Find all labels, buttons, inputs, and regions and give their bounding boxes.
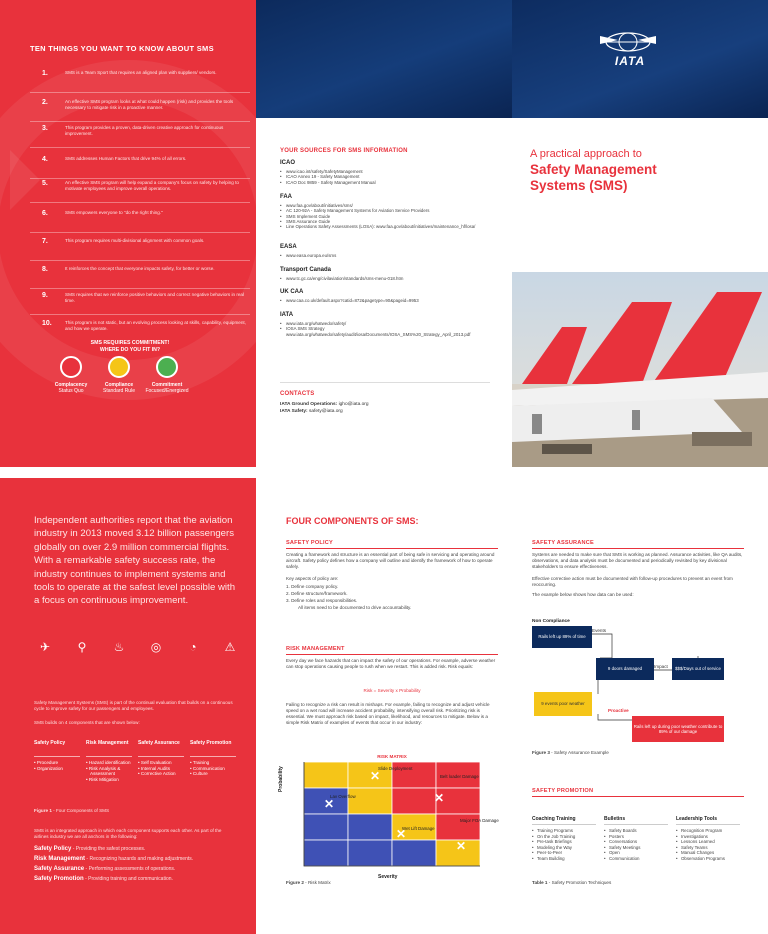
item-text: SMS requires that we reinforce positive behaviors and correct negative behaviors in real time. <box>65 292 244 303</box>
risk-label: Belt loader Damage <box>440 774 479 779</box>
promotion-column-title: Bulletins <box>604 816 626 822</box>
promotion-item: • Investigations <box>676 834 725 840</box>
figure-3-label: Figure 3 <box>532 750 550 755</box>
ten-things-item <box>30 238 250 262</box>
table-1-text: - Safety Promotion Techniques <box>548 880 612 885</box>
item-number: 4. <box>42 156 48 163</box>
source-link[interactable]: • AC 120-92A - Safety Management Systems for Aviation Service Providers <box>286 208 506 213</box>
figure-1-text: - Four Components of SMS <box>53 808 110 813</box>
flow-box-rails: Rails left up 89% of time <box>532 626 592 648</box>
navy-header-band <box>256 0 512 118</box>
source-link-list <box>286 203 506 230</box>
source-link-list <box>286 253 506 258</box>
item-number: 3. <box>42 125 48 132</box>
assurance-paragraph-2: Effective corrective action must be documented with follow-up procedures to prevent an event from reoccurring. <box>532 576 733 587</box>
item-text: This program requires multi-divisional alignment with common goals. <box>65 238 205 243</box>
risk-paragraph-1: Every day we face hazards that can impact the safety of our operations. For example, adverse weather can stop operations causing people to rush when we restart. This is added risk. Risk equals: <box>286 658 496 669</box>
source-link[interactable]: • www.caa.co.uk/default.aspx?catid=872&pagetype=90&pageid=9953 <box>286 298 506 303</box>
item-text: SMS is a Team Sport that requires an aligned plan with suppliers/ vendors. <box>65 70 217 75</box>
anchor-line <box>34 876 244 882</box>
divider <box>30 202 250 203</box>
safety-assurance-heading: SAFETY ASSURANCE <box>532 540 594 546</box>
component-item-text: Procedure <box>36 760 59 765</box>
item-number: 5. <box>42 180 48 187</box>
component-rule <box>138 756 184 757</box>
anchor-title: Risk Management <box>34 856 86 862</box>
item-text: This program is not static, but an evolving process looking at skills, capability, equipment, and how we operate. <box>65 320 246 331</box>
anchor-text: - Providing training and communication. <box>83 876 173 882</box>
anchor-line <box>34 866 244 872</box>
aircraft-tails-photo <box>512 272 768 467</box>
promotion-column-items <box>604 828 640 862</box>
promotion-item: • On the Job Training <box>532 834 575 840</box>
risk-management-heading: RISK MANAGEMENT <box>286 646 345 652</box>
contact-email[interactable]: igho@iata.org <box>338 402 369 407</box>
flow-box-proactive: Rails left up during poor weather contribute to 89% of our damage <box>632 716 724 742</box>
risk-marker: ✕ <box>370 769 381 783</box>
commitment-level-dot <box>156 356 178 378</box>
cover-panel <box>512 0 768 467</box>
promotion-item: • Open <box>604 850 640 856</box>
flow-box-weather: 9 events poor weather <box>534 692 592 716</box>
risk-marker: ✕ <box>324 797 335 811</box>
contact-line <box>280 409 343 414</box>
cover-subtitle: A practical approach to <box>530 148 642 160</box>
component-rule <box>34 756 80 757</box>
warning-icon: ⚠ <box>224 640 236 654</box>
source-link[interactable]: • Line Operations Safety Assessments (LOSA): www.faa.gov/about/initiatives/maintenance_hf/losa/ <box>286 224 506 229</box>
component-item: • Hazard identification <box>86 760 131 765</box>
promotion-item: • Safety Boards <box>604 828 640 834</box>
promotion-item: • Communication <box>604 856 640 862</box>
source-link[interactable]: • IOSA SMS Strategy www.iata.org/whatwedo/safety/audit/iosa/Documents/IOSA_SMS%20_Strategy_April_2013.pdf <box>286 326 506 337</box>
source-link[interactable]: • www.faa.gov/about/initiatives/sms/ <box>286 203 506 208</box>
component-item-text: Risk Analysis & Assessment <box>88 765 121 777</box>
component-items <box>138 760 184 777</box>
component-item-text: Internal Audits <box>140 765 171 771</box>
item-text: SMS addresses Human Factors that drive 94% of all errors. <box>65 156 187 161</box>
divider <box>30 178 250 179</box>
component-item-text: Training <box>192 760 210 765</box>
source-link[interactable]: • ICAO Doc 9859 - Safety Management Manual <box>286 180 506 185</box>
chart-icon: ◔ <box>189 640 197 654</box>
component-column <box>86 740 132 782</box>
component-item: • Communication <box>190 765 225 771</box>
impact-label: Impact <box>654 664 668 669</box>
divider <box>30 147 250 148</box>
intro-text: Independent authorities report that the aviation industry in 2013 moved 3.12 billion passengers globally on over 2.9 million commercial flights. With a remarkable safety success rate, the industry continues to implement systems and tools to operate at the safest level possible with a focus on continuous improvement. <box>34 515 236 607</box>
sources-panel <box>256 0 512 467</box>
ten-things-panel <box>0 0 256 467</box>
item-text: An effective SMS program will help expand a company's focus on safety by helping to motivate employees and improve overall operations. <box>65 180 239 191</box>
components-heading: FOUR COMPONENTS OF SMS: <box>286 516 419 526</box>
component-column-title: Risk Management <box>86 740 129 746</box>
figure-3-text: - Safety Assurance Example <box>551 750 609 755</box>
table-1-caption <box>532 880 611 886</box>
promotion-item: • Team Building <box>532 856 575 862</box>
rule <box>532 796 744 797</box>
rule <box>532 548 744 549</box>
risk-label: Lav Overflow <box>330 794 356 799</box>
matrix-cell <box>392 788 436 814</box>
promotion-column-items <box>676 828 725 862</box>
item-number: 6. <box>42 210 48 217</box>
item-number: 1. <box>42 70 48 77</box>
component-item-text: Culture <box>192 771 208 777</box>
components-panel <box>256 478 512 934</box>
sources-heading: YOUR SOURCES FOR SMS INFORMATION <box>280 148 408 154</box>
source-link-list <box>286 298 506 303</box>
anchor-text: - Recognizing hazards and making adjustments. <box>85 856 194 862</box>
contact-label: IATA Safety: <box>280 409 308 414</box>
figure-2-text: - Risk Matrix <box>305 880 331 885</box>
source-link[interactable]: • SMS Implement Guide <box>286 214 506 219</box>
component-item-text: Corrective Action <box>140 771 176 777</box>
promotion-item: • Safety Teams <box>676 845 725 851</box>
matrix-cell <box>304 762 348 788</box>
component-item-text: Risk Mitigation <box>88 776 119 782</box>
component-column-title: Safety Policy <box>34 740 66 746</box>
commitment-level-dot <box>60 356 82 378</box>
component-item: • Training <box>190 760 210 765</box>
promotion-item: • Posters <box>604 834 640 840</box>
divider <box>30 260 250 261</box>
ten-things-item <box>30 266 250 290</box>
promotion-item: • Modeling the Way <box>532 845 575 851</box>
source-group-name: FAA <box>280 193 292 200</box>
source-link-list <box>286 321 506 337</box>
promotion-item: • Peer-to-Peer <box>532 850 575 856</box>
matrix-cell <box>304 840 348 866</box>
risk-formula: Risk = Severity x Probability <box>363 688 421 693</box>
intro-paragraph-2: SMS builds on 4 components that are shown below: <box>34 720 140 725</box>
matrix-cell <box>348 814 392 840</box>
matrix-cell <box>348 788 392 814</box>
flow-box-cost: $$$/Days out of service <box>672 658 724 680</box>
item-text: SMS empowers everyone to "do the right thing." <box>65 210 163 215</box>
component-item: • Self Evaluation <box>138 760 172 765</box>
ten-things-item <box>30 180 250 204</box>
component-item-text: Self Evaluation <box>140 760 172 765</box>
promotion-column-title: Leadership Tools <box>676 816 718 822</box>
events-label: Events <box>592 628 607 633</box>
item-number: 10. <box>42 320 52 327</box>
component-item-text: Organization <box>36 765 63 771</box>
commitment-level-title: Commitment <box>151 382 183 388</box>
policy-paragraph: Creating a framework and structure is an essential part of being safe in servicing and operating around aircraft. Safety policy defines how a company will outline and identify the framework of how to operate safely. <box>286 552 495 569</box>
non-compliance-label: Non Compliance <box>532 619 570 624</box>
component-items <box>190 760 236 777</box>
item-number: 9. <box>42 292 48 299</box>
lifebuoy-icon: ◎ <box>150 640 162 654</box>
contact-email[interactable]: safety@iata.org <box>308 409 343 414</box>
intro-paragraph-3: SMS is an integrated approach in which each component supports each other. As part of the airlines industry we are all anchors in the following: <box>34 828 222 839</box>
promotion-item: • Conversations <box>604 839 640 845</box>
iata-logo: IATA <box>614 54 646 68</box>
rule <box>286 548 498 549</box>
plane-icon: ✈ <box>39 640 51 654</box>
commitment-level-dot <box>108 356 130 378</box>
matrix-y-label: Probability <box>278 766 284 792</box>
figure-2-label: Figure 2 <box>286 880 304 885</box>
safety-policy-heading: SAFETY POLICY <box>286 540 333 546</box>
component-item: • Corrective Action <box>138 771 176 777</box>
contact-line <box>280 402 369 407</box>
flow-box-doors: 9 doors damaged <box>596 658 654 680</box>
ten-things-item <box>30 292 250 316</box>
figure-2-caption <box>286 880 331 886</box>
source-link[interactable]: • ICAO Annex 19 - Safety Management <box>286 174 506 179</box>
ten-things-heading: TEN THINGS YOU WANT TO KNOW ABOUT SMS <box>30 44 214 53</box>
commitment-line-2: WHERE DO YOU FIT IN? <box>99 347 161 353</box>
component-column <box>138 740 184 777</box>
divider <box>30 314 250 315</box>
component-column <box>190 740 236 777</box>
assurance-panel <box>512 478 768 934</box>
component-item: • Internal Audits <box>138 765 171 771</box>
commitment-level-title: Compliance <box>104 382 134 388</box>
assurance-paragraph-3: The example below shows how data can be used: <box>532 592 634 597</box>
item-text: An effective SMS program looks at what could happen (risk) and provides the tools necessary to mitigate risk in a proactive manner. <box>65 99 234 110</box>
source-group-name: IATA <box>280 312 294 318</box>
item-text: It reinforces the concept that everyone impacts safety, for better or worse. <box>65 266 215 271</box>
fire-extinguisher-icon: ♨ <box>113 640 125 654</box>
commitment-question <box>30 340 230 354</box>
ten-things-item <box>30 70 250 94</box>
promotion-item: • Pre-task Briefings <box>532 839 575 845</box>
source-group-name: EASA <box>280 244 297 251</box>
safety-promotion-heading: SAFETY PROMOTION <box>532 788 594 794</box>
source-link[interactable]: • www.easa.europa.eu/sms <box>286 253 506 258</box>
anchor-text: - Providing the safest processes. <box>71 846 146 852</box>
source-link[interactable]: • www.tc.gc.ca/eng/civilaviation/standards/sms-menu-018.htm <box>286 276 506 281</box>
promotion-rule <box>604 824 668 825</box>
contact-label: IATA Ground Operations: <box>280 402 338 407</box>
risk-marker: ✕ <box>396 827 407 841</box>
proactive-label: Proactive <box>608 708 629 713</box>
component-item-text: Hazard identification <box>88 760 131 765</box>
risk-matrix-title: RISK MATRIX <box>377 754 407 759</box>
risk-label: Slide Deployment <box>378 766 413 771</box>
contacts-heading: CONTACTS <box>280 391 315 397</box>
source-link[interactable]: • www.iata.org/whatwedo/safety/ <box>286 321 506 326</box>
component-column <box>34 740 80 771</box>
matrix-x-label: Severity <box>378 874 398 880</box>
component-item: • Organization <box>34 765 63 771</box>
source-group-name: ICAO <box>280 160 295 166</box>
component-items <box>34 760 80 771</box>
risk-marker: ✕ <box>456 839 467 853</box>
ten-things-item <box>30 99 250 123</box>
anchor-title: Safety Promotion <box>34 876 84 882</box>
risk-matrix-grid <box>304 762 499 872</box>
ten-things-item <box>30 125 250 149</box>
table-1-label: Table 1 <box>532 880 548 885</box>
anchor-title: Safety Policy <box>34 846 72 852</box>
figure-3-caption <box>532 750 609 756</box>
divider <box>30 121 250 122</box>
assurance-paragraph-1: Systems are needed to make sure that SMS is working as planned. Assurance activities, like QA audits, observations, and data analysis must be documented and periodically revisited by key divisional stakeholders to ensure effectiveness. <box>532 552 743 569</box>
source-group-name: UK CAA <box>280 289 304 296</box>
anchor-line <box>34 846 244 852</box>
figure-1-caption <box>34 808 234 814</box>
matrix-cell <box>304 814 348 840</box>
item-number: 7. <box>42 238 48 245</box>
promotion-column-title: Coaching Training <box>532 816 576 822</box>
item-number: 8. <box>42 266 48 273</box>
component-rule <box>190 756 236 757</box>
component-item: • Culture <box>190 771 208 777</box>
commitment-level-sub: Status Quo <box>58 388 84 394</box>
anchor-text: - Performing assessments of operations. <box>84 866 176 872</box>
commitment-level-sub: Standard Rule <box>103 388 135 394</box>
divider <box>280 382 490 383</box>
intro-panel <box>0 478 256 934</box>
promotion-item: • Recognition Program <box>676 828 725 834</box>
source-group-name: Transport Canada <box>280 266 332 273</box>
component-item: • Procedure <box>34 760 59 765</box>
policy-key: Key aspects of policy are: <box>286 576 339 581</box>
source-link[interactable]: • SMS Assurance Guide <box>286 219 506 224</box>
divider <box>30 288 250 289</box>
anchor-title: Safety Assurance <box>34 866 85 872</box>
component-column-title: Safety Assurance <box>138 740 180 746</box>
policy-item: 1. Define company policy. <box>286 584 339 589</box>
promotion-item: • Observation Programs <box>676 856 725 862</box>
ten-things-item <box>30 210 250 234</box>
cover-title: Safety Management Systems (SMS) <box>530 162 657 193</box>
divider <box>30 232 250 233</box>
policy-item: 2. Define structure/framework. <box>286 591 348 596</box>
policy-item: All items need to be documented to drive accountability. <box>298 605 412 610</box>
item-number: 2. <box>42 99 48 106</box>
risk-marker: ✕ <box>434 791 445 805</box>
promotion-item: • Lessons Learned <box>676 839 725 845</box>
search-icon: ⚲ <box>77 640 87 654</box>
risk-paragraph-2: Failing to recognize a risk can result in mishaps. For example, failing to recognize and adjust vehicle speed on a wet road will increase accident probability, intensifying overall risk. Prioritizing risk is essential. We must approach risk based on impact, likelihood, and resources to mitigate. Below is a simple Risk Matrix of examples of events that occur in our industry: <box>286 702 490 725</box>
component-item-text: Communication <box>192 765 225 771</box>
figure-1-label: Figure 1 <box>34 808 52 813</box>
iata-globe-icon <box>598 30 658 54</box>
rule <box>286 654 498 655</box>
commitment-line-1: SMS REQUIRES COMMITMENT! <box>90 340 170 346</box>
promotion-column-items <box>532 828 575 862</box>
component-item: • Risk Mitigation <box>86 776 119 782</box>
source-link[interactable]: • www.icao.int/safety/SafetyManagement <box>286 169 506 174</box>
ten-things-item <box>30 156 250 180</box>
policy-item: 3. Define roles and responsibilities. <box>286 598 358 603</box>
risk-label: Wet Lift Damage <box>402 826 435 831</box>
intro-paragraph-1: Safety Management Systems (SMS) is part of the continual evaluation that builds on a continuous cycle to improve safety for our passengers and employees. <box>34 700 233 711</box>
source-link-list <box>286 169 506 185</box>
matrix-cell <box>348 840 392 866</box>
commitment-level-title: Complacency <box>54 382 88 388</box>
matrix-cell <box>392 840 436 866</box>
divider <box>30 92 250 93</box>
component-rule <box>86 756 132 757</box>
risk-label: Major FOA Damage <box>460 818 499 823</box>
promotion-rule <box>532 824 596 825</box>
component-column-title: Safety Promotion <box>190 740 232 746</box>
item-text: This program provides a proven, data-driven creative approach for continuous improvement. <box>65 125 224 136</box>
promotion-item: • Safety Meetings <box>604 845 640 851</box>
promotion-rule <box>676 824 740 825</box>
component-item: • Risk Analysis & Assessment <box>86 765 121 777</box>
promotion-item: • Training Programs <box>532 828 575 834</box>
anchor-line <box>34 856 244 862</box>
source-link-list <box>286 276 506 281</box>
commitment-level-sub: Focused/Energized <box>145 388 189 394</box>
component-items <box>86 760 132 782</box>
promotion-item: • Manual Changes <box>676 850 725 856</box>
